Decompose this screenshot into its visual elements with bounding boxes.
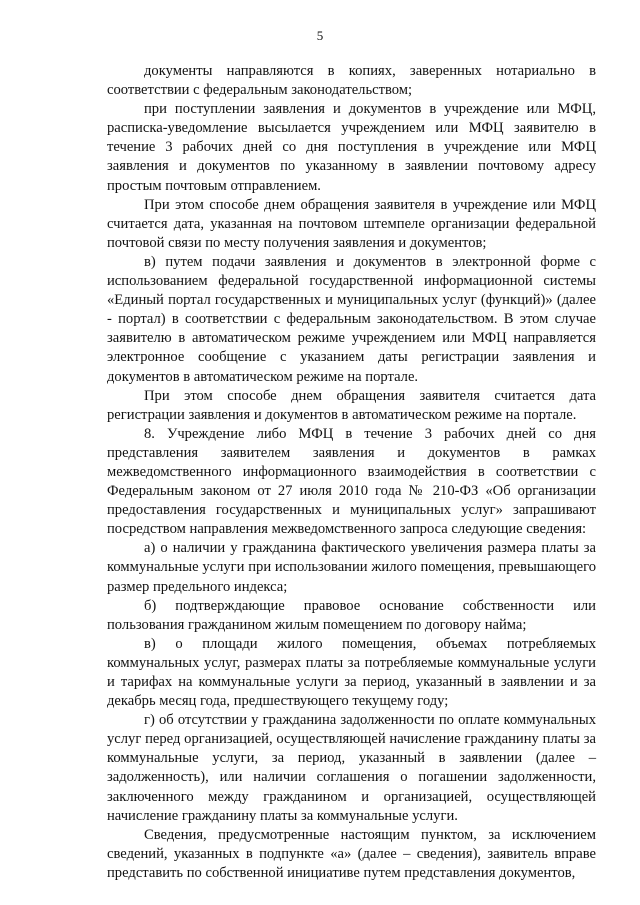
paragraph-subitem-b: б) подтверждающие правовое основание собственности или пользования гражданином жилым помещением по договору найма; xyxy=(107,597,596,633)
paragraph-item-8: 8. Учреждение либо МФЦ в течение 3 рабочих дней со дня представления заявителем заявления и документов в рамках межведомственного информационного взаимодействия в соответствии с Федеральным законом от 27 июля 2010 года № 210-ФЗ «Об организации предоставления государственных и муниципальных услуг» запрашивают посредством направления межведомственного запроса следующие сведения: xyxy=(107,425,596,538)
paragraph-portal-date: При этом способе днем обращения заявителя считается дата регистрации заявления и документов в автоматическом режиме на портале. xyxy=(107,387,596,423)
paragraph-information-note: Сведения, предусмотренные настоящим пунктом, за исключением сведений, указанных в подпункте «а» (далее – сведения), заявитель вправе представить по собственной инициативе путем представления документов, xyxy=(107,826,596,881)
paragraph-receipt-notification: при поступлении заявления и документов в учреждение или МФЦ, расписка-уведомление высылается учреждением или МФЦ заявителю в течение 3 рабочих дней со дня поступления в учреждение или МФЦ заявления и документов по указанному в заявлении почтовому адресу простым почтовым отправлением. xyxy=(107,101,596,194)
paragraph-postal-date: При этом способе днем обращения заявителя в учреждение или МФЦ считается дата, указанная на почтовом штемпеле организации федеральной почтовой связи по месту получения заявления и документов; xyxy=(107,196,596,251)
paragraph-subitem-a: а) о наличии у гражданина фактического увеличения размера платы за коммунальные услуги при использовании жилого помещения, превышающего размер предельного индекса; xyxy=(107,540,596,595)
paragraph-copies-notarized: документы направляются в копиях, заверенных нотариально в соответствии с федеральным законодательством; xyxy=(107,63,596,99)
document-body xyxy=(107,62,596,883)
paragraph-subitem-v: в) о площади жилого помещения, объемах потребляемых коммунальных услуг, размерах платы за потребляемые коммунальные услуги и тарифах на коммунальные услуги за период, указанный в заявлении и за декабрь месяц года, предшествующего текущему году; xyxy=(107,635,596,710)
page-number: 5 xyxy=(316,28,324,43)
paragraph-electronic-submission: в) путем подачи заявления и документов в электронной форме с использованием федеральной государственной информационной системы «Единый портал государственных и муниципальных услуг (функций)» (далее - портал) в соответствии с федеральным законодательством. В этом случае заявителю в автоматическом режиме учреждением или МФЦ направляется электронное сообщение с указанием даты регистрации заявления и документов в автоматическом режиме на портале. xyxy=(107,253,596,385)
paragraph-subitem-g: г) об отсутствии у гражданина задолженности по оплате коммунальных услуг перед организацией, осуществляющей начисление гражданину платы за коммунальные услуги, за период, указанный в заявлении (далее – задолженность), или наличии соглашения о погашении задолженности, заключенного между гражданином и организацией, осуществляющей начисление гражданину платы за коммунальные услуги. xyxy=(107,712,596,824)
